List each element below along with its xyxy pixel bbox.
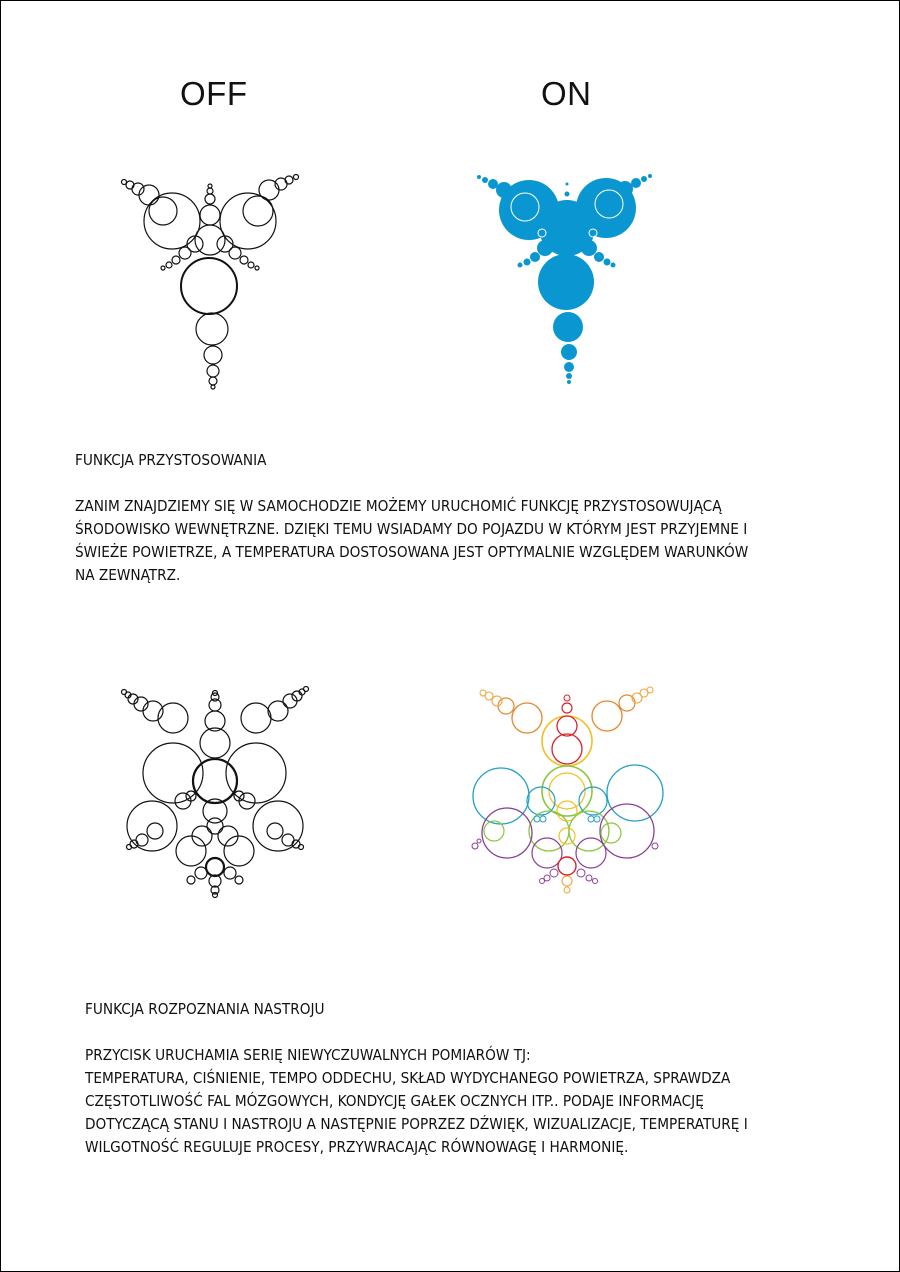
circle-shape — [607, 765, 663, 821]
circle-shape — [122, 690, 127, 695]
circle-shape — [255, 266, 259, 270]
circle-shape — [512, 703, 542, 733]
circle-shape — [209, 377, 217, 385]
circle-shape — [205, 194, 215, 204]
description-line: WILGOTNOŚĆ REGULUJE PROCESY, PRZYWRACAJĄC RÓWNOWAGĘ I HARMONIĘ. — [85, 1138, 629, 1156]
circle-shape — [241, 703, 271, 733]
circle-shape — [207, 365, 219, 377]
circle-shape — [259, 180, 279, 200]
circle-shape — [594, 816, 600, 822]
circle-shape — [581, 240, 597, 256]
circle-shape — [530, 252, 540, 262]
circle-shape — [601, 823, 621, 843]
circle-shape — [267, 823, 283, 839]
adaptation-on-icon[interactable] — [471, 166, 661, 386]
circle-shape — [480, 690, 486, 696]
circle-shape — [538, 254, 594, 310]
circle-shape — [253, 801, 303, 851]
circle-shape — [537, 240, 553, 256]
circle-shape — [496, 182, 512, 198]
circle-shape — [588, 816, 594, 822]
description-line: DOTYCZĄCĄ STANU I NASTROJU A NASTĘPNIE POPRZEZ DŹWIĘK, WIZUALIZACJE, TEMPERATURĘ I — [85, 1115, 748, 1133]
circle-shape — [534, 816, 540, 822]
circle-shape — [235, 876, 243, 884]
circle-shape — [208, 184, 212, 188]
description-line: ŚRODOWISKO WEWNĘTRZNE. DZIĘKI TEMU WSIADAMY DO POJAZDU W KTÓRYM JEST PRZYJEMNE I — [75, 520, 748, 538]
circle-shape — [559, 828, 575, 844]
description-line: CZĘSTOTLIWOŚĆ FAL MÓZGOWYCH, KONDYCJĘ GAŁEK OCZNYCH ITP.. PODAJE INFORMACJĘ — [85, 1092, 704, 1110]
circle-shape — [550, 869, 558, 877]
circle-shape — [482, 808, 532, 858]
circle-shape — [206, 858, 224, 876]
circle-shape — [611, 263, 616, 268]
on-state-label: ON — [541, 75, 592, 112]
description-line: ZANIM ZNAJDZIEMY SIĘ W SAMOCHODZIE MOŻEMY URUCHOMIĆ FUNKCJĘ PRZYSTOSOWUJĄCĄ — [75, 497, 722, 515]
circle-shape — [594, 252, 604, 262]
circle-shape — [567, 380, 571, 384]
circle-shape — [562, 876, 572, 886]
circle-shape — [498, 698, 514, 714]
circle-shape — [248, 262, 254, 268]
circle-shape — [586, 875, 592, 881]
mood-recognition-function-description — [85, 998, 748, 1159]
circle-shape — [268, 701, 288, 721]
off-state-label: OFF — [180, 75, 248, 112]
circle-shape — [477, 839, 481, 843]
circle-shape — [240, 256, 248, 264]
circle-shape — [558, 857, 576, 875]
circle-shape — [542, 716, 592, 766]
circle-shape — [648, 174, 652, 178]
circle-shape — [540, 879, 545, 884]
circle-shape — [179, 247, 191, 259]
circle-shape — [213, 893, 218, 898]
circle-shape — [473, 768, 529, 824]
description-line: ŚWIEŻE POWIETRZE, A TEMPERATURA DOSTOSOWANA JEST OPTYMALNIE WZGLĘDEM WARUNKÓW — [75, 543, 749, 561]
adaptation-off-icon[interactable] — [116, 171, 316, 391]
circle-shape — [147, 823, 163, 839]
circle-shape — [224, 836, 254, 866]
circle-shape — [619, 695, 635, 711]
circle-shape — [600, 804, 654, 858]
circle-shape — [477, 175, 481, 179]
circle-shape — [304, 687, 309, 692]
mood-recognition-off-icon[interactable] — [116, 681, 316, 901]
circle-shape — [564, 887, 570, 893]
circle-shape — [576, 838, 606, 868]
circle-shape — [482, 177, 488, 183]
circle-shape — [540, 816, 546, 822]
circle-shape — [149, 197, 177, 225]
circle-shape — [294, 175, 299, 180]
circle-shape — [127, 801, 177, 851]
circle-shape — [181, 258, 237, 314]
circle-shape — [564, 695, 570, 701]
adaptation-function-description — [75, 449, 748, 587]
mood-recognition-on-icon[interactable] — [471, 681, 666, 896]
circle-shape — [161, 266, 165, 270]
circle-shape — [187, 876, 195, 884]
circle-shape — [200, 205, 220, 225]
circle-shape — [139, 185, 159, 205]
circle-shape — [207, 188, 213, 194]
circle-shape — [166, 262, 172, 268]
circle-shape — [172, 256, 180, 264]
circle-shape — [518, 263, 523, 268]
description-line: NA ZEWNĄTRZ. — [75, 566, 181, 584]
circle-shape — [207, 818, 223, 834]
circle-shape — [193, 759, 237, 803]
circle-shape — [544, 875, 550, 881]
circle-shape — [484, 821, 504, 841]
circle-shape — [211, 385, 215, 389]
description-line: PRZYCISK URUCHAMIA SERIĘ NIEWYCZUWALNYCH POMIARÓW TJ: — [85, 1046, 531, 1064]
description-line: TEMPERATURA, CIŚNIENIE, TEMPO ODDECHU, SKŁAD WYDYCHANEGO POWIETRZA, SPRAWDZA — [85, 1069, 731, 1087]
circle-shape — [577, 869, 585, 877]
circle-shape — [565, 192, 570, 197]
circle-shape — [224, 867, 236, 879]
circle-shape — [566, 373, 572, 379]
circle-shape — [561, 344, 577, 360]
circle-shape — [204, 346, 222, 364]
circle-shape — [524, 259, 531, 266]
circle-shape — [552, 734, 582, 764]
circle-shape — [472, 843, 478, 849]
circle-shape — [647, 687, 653, 693]
section-title: FUNKCJA ROZPOZNANIA NASTROJU — [85, 1000, 325, 1018]
circle-shape — [532, 838, 562, 868]
circle-shape — [200, 728, 230, 758]
circle-shape — [562, 703, 572, 713]
circle-shape — [631, 178, 641, 188]
circle-shape — [196, 313, 228, 345]
circle-shape — [566, 183, 569, 186]
circle-shape — [553, 312, 583, 342]
section-title: FUNKCJA PRZYSTOSOWANIA — [75, 451, 267, 469]
circle-shape — [641, 176, 647, 182]
circle-shape — [564, 362, 574, 372]
circle-shape — [220, 193, 276, 249]
circle-shape — [563, 200, 571, 208]
circle-shape — [176, 836, 206, 866]
circle-shape — [557, 716, 577, 736]
circle-shape — [604, 259, 611, 266]
circle-shape — [229, 247, 241, 259]
circle-shape — [592, 701, 622, 731]
circle-shape — [593, 879, 598, 884]
circle-shape — [652, 843, 658, 849]
circle-shape — [122, 180, 127, 185]
circle-shape — [488, 179, 498, 189]
